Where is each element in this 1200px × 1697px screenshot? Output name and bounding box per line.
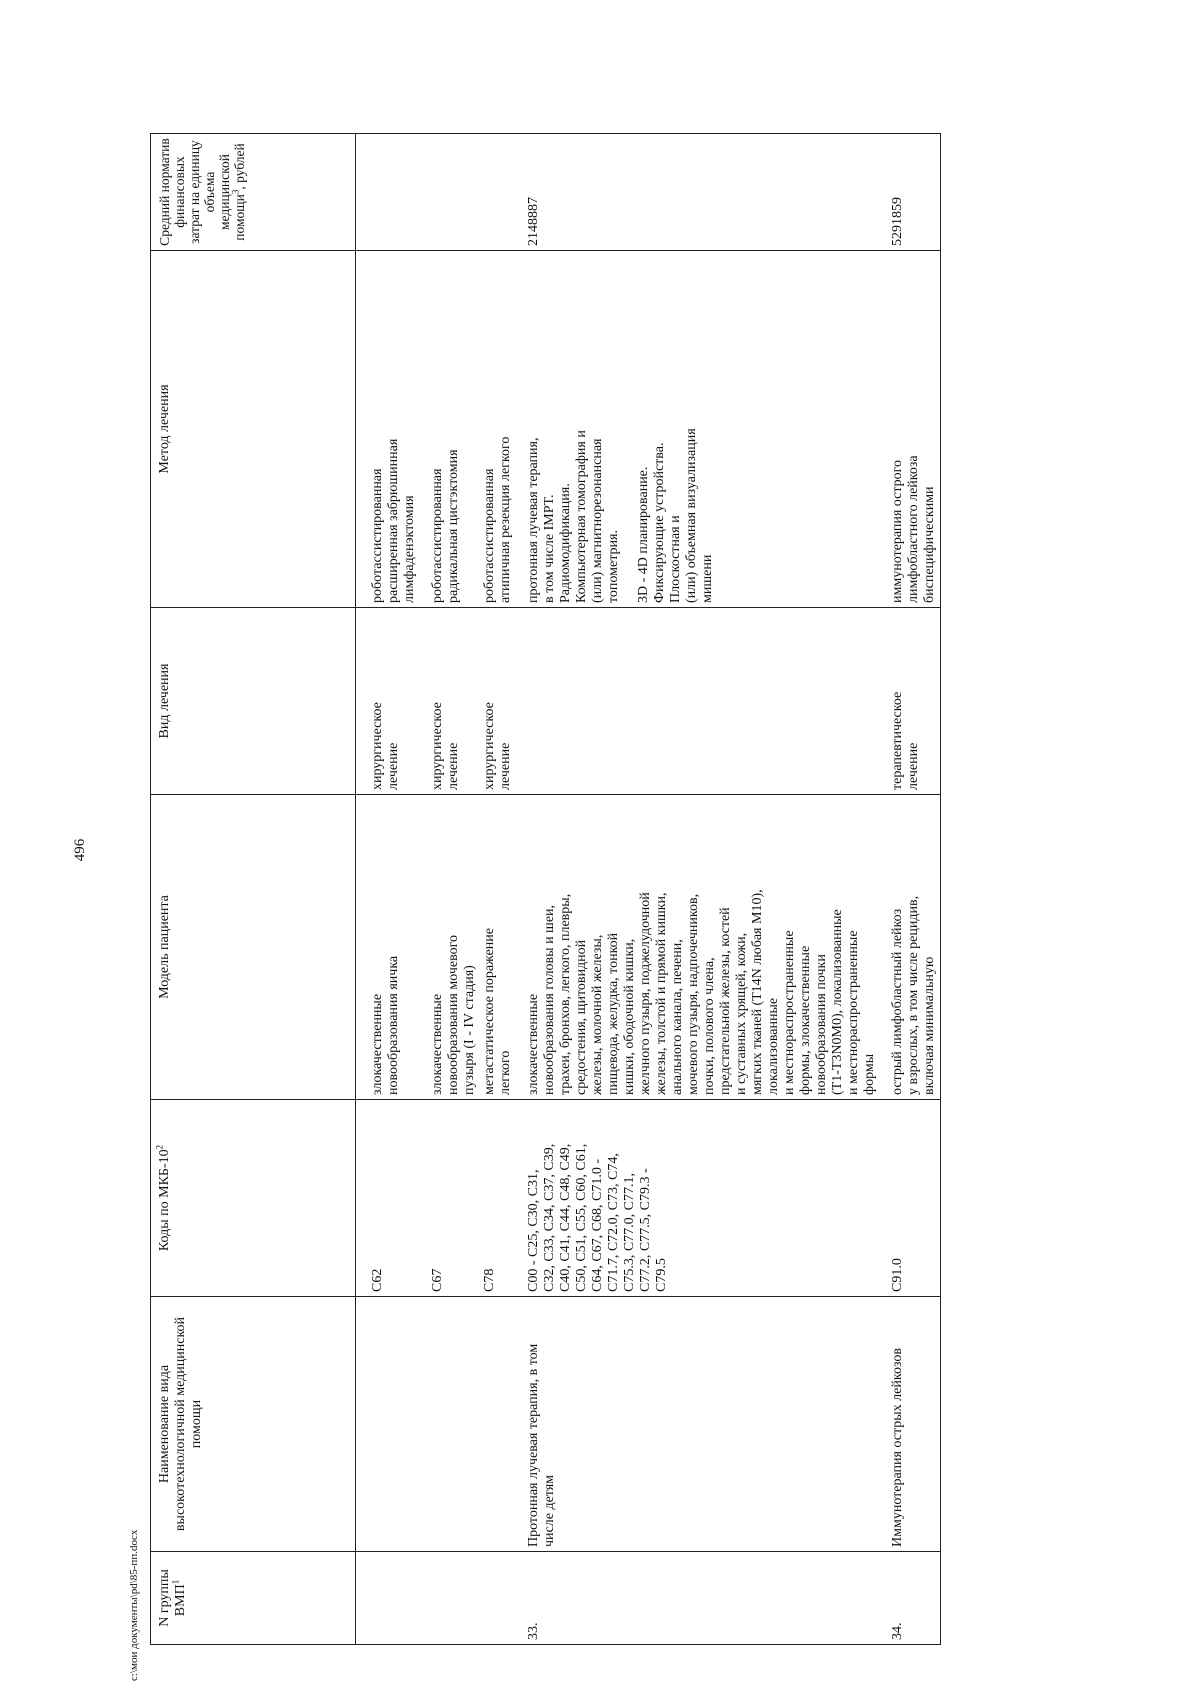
method-text-part-2: 3D - 4D планирование. Фиксирующие устройства. Плоскостная и (или) объемная визуализация мишени [636,428,715,603]
paragraph-gap [622,255,636,603]
cell-average-cost [356,134,421,251]
cell-icd-codes: C78 [480,1100,516,1297]
cell-treatment-type: хирургическое лечение [356,608,421,795]
method-text-part-1: протонная лучевая терапия, в том числе IMPT. Радиомодификация. Компьютерная томография и (или) магнитнорезонансная топометрия. [526,430,621,603]
table-row [420,134,480,1645]
cell-icd-codes: C00 - C25, C30, C31, C32, C33, C34, C37, C39, C40, C41, C44, C48, C49, C50, C51, C55, C60, C61, C64, C67, C68, C71.0 - C71.7, C72.0, C73, C74, C75.3, C77.0, C77.1, C77.2, C77.5, C79.3 - C79.5 [516,1100,880,1297]
cell-patient-model: злокачественные новообразования головы и шеи, трахеи, бронхов, легкого, плевры, средостения, щитовидной железы, молочной железы, пищевода, желудка, тонкой кишки, ободочной кишки, желчного пузыря, поджелудочной железы, толстой и прямой кишки, анального канала, печени, мочевого пузыря, надпочечников, почки, полового члена, предстательной железы, костей и суставных хрящей, кожи, мягких тканей (T14N любая M10), локализованные и местнораспространенные формы, злокачественные новообразования почки (T1-T3N0M0), локализованные и местнораспространенные формы [516,795,880,1100]
cell-treatment-method: роботассистированная радикальная цистэктомия [420,251,480,608]
cell-average-cost: 5291859 [880,134,941,251]
cell-group-number: 34. [880,1552,941,1645]
cell-patient-model: злокачественные новообразования яичка [356,795,421,1100]
cell-care-name: Иммунотерапия острых лейкозов [880,1297,941,1552]
cell-treatment-type: хирургическое лечение [420,608,480,795]
footer-file-path: c:\мои документы\pd\85-пп.docx [128,1529,140,1681]
cell-treatment-method: роботассистированная атипичная резекция легкого [480,251,516,608]
cell-patient-model: острый лимфобластный лейкоз у взрослых, в том числе рецидив, включая минимальную [880,795,941,1100]
cell-average-cost: 2148887 [516,134,880,251]
header-average-cost: Средний норматив финансовых затрат на единицу объема медицинской помощи$^3$, рублей [151,134,356,251]
table-row [880,134,941,1645]
vmp-table [150,133,941,1645]
table-row [516,134,880,1645]
page-number: 496 [72,838,88,862]
cell-treatment-type: хирургическое лечение [480,608,516,795]
cell-treatment-method: роботассистированная расширенная забрюшинная лимфаденэктомия [356,251,421,608]
header-treatment-method: Метод лечения [151,251,356,608]
cell-average-cost [420,134,480,251]
cell-patient-model: метастатическое поражение легкого [480,795,516,1100]
cell-care-name: Протонная лучевая терапия, в том числе детям [516,1297,880,1552]
cell-average-cost [480,134,516,251]
cell-patient-model: злокачественные новообразования мочевого пузыря (I - IV стадия) [420,795,480,1100]
header-icd-codes: Коды по МКБ-$10^2$ [151,1100,356,1297]
cell-care-name [356,1297,421,1552]
cell-group-number: 33. [516,1552,880,1645]
header-care-name: Наименование вида высокотехнологичной медицинской помощи [151,1297,356,1552]
rotated-table-sheet [50,45,1150,1645]
cell-treatment-method: иммунотерапия острого лимфобластного лейкоза биспецифическими [880,251,941,608]
cell-icd-codes: C67 [420,1100,480,1297]
header-patient-model: Модель пациента [151,795,356,1100]
header-treatment-type: Вид лечения [151,608,356,795]
cell-icd-codes: C91.0 [880,1100,941,1297]
table-header-row [151,134,356,1645]
cell-icd-codes: C62 [356,1100,421,1297]
cell-care-name [420,1297,480,1552]
table-row [356,134,421,1645]
cell-treatment-method [516,251,880,608]
table-row [480,134,516,1645]
header-group-number: N группы ВМП$^1$ [151,1552,356,1645]
cell-group-number [480,1552,516,1645]
cell-treatment-type [516,608,880,795]
cell-treatment-type: терапевтическое лечение [880,608,941,795]
cell-group-number [356,1552,421,1645]
cell-care-name [480,1297,516,1552]
cell-group-number [420,1552,480,1645]
